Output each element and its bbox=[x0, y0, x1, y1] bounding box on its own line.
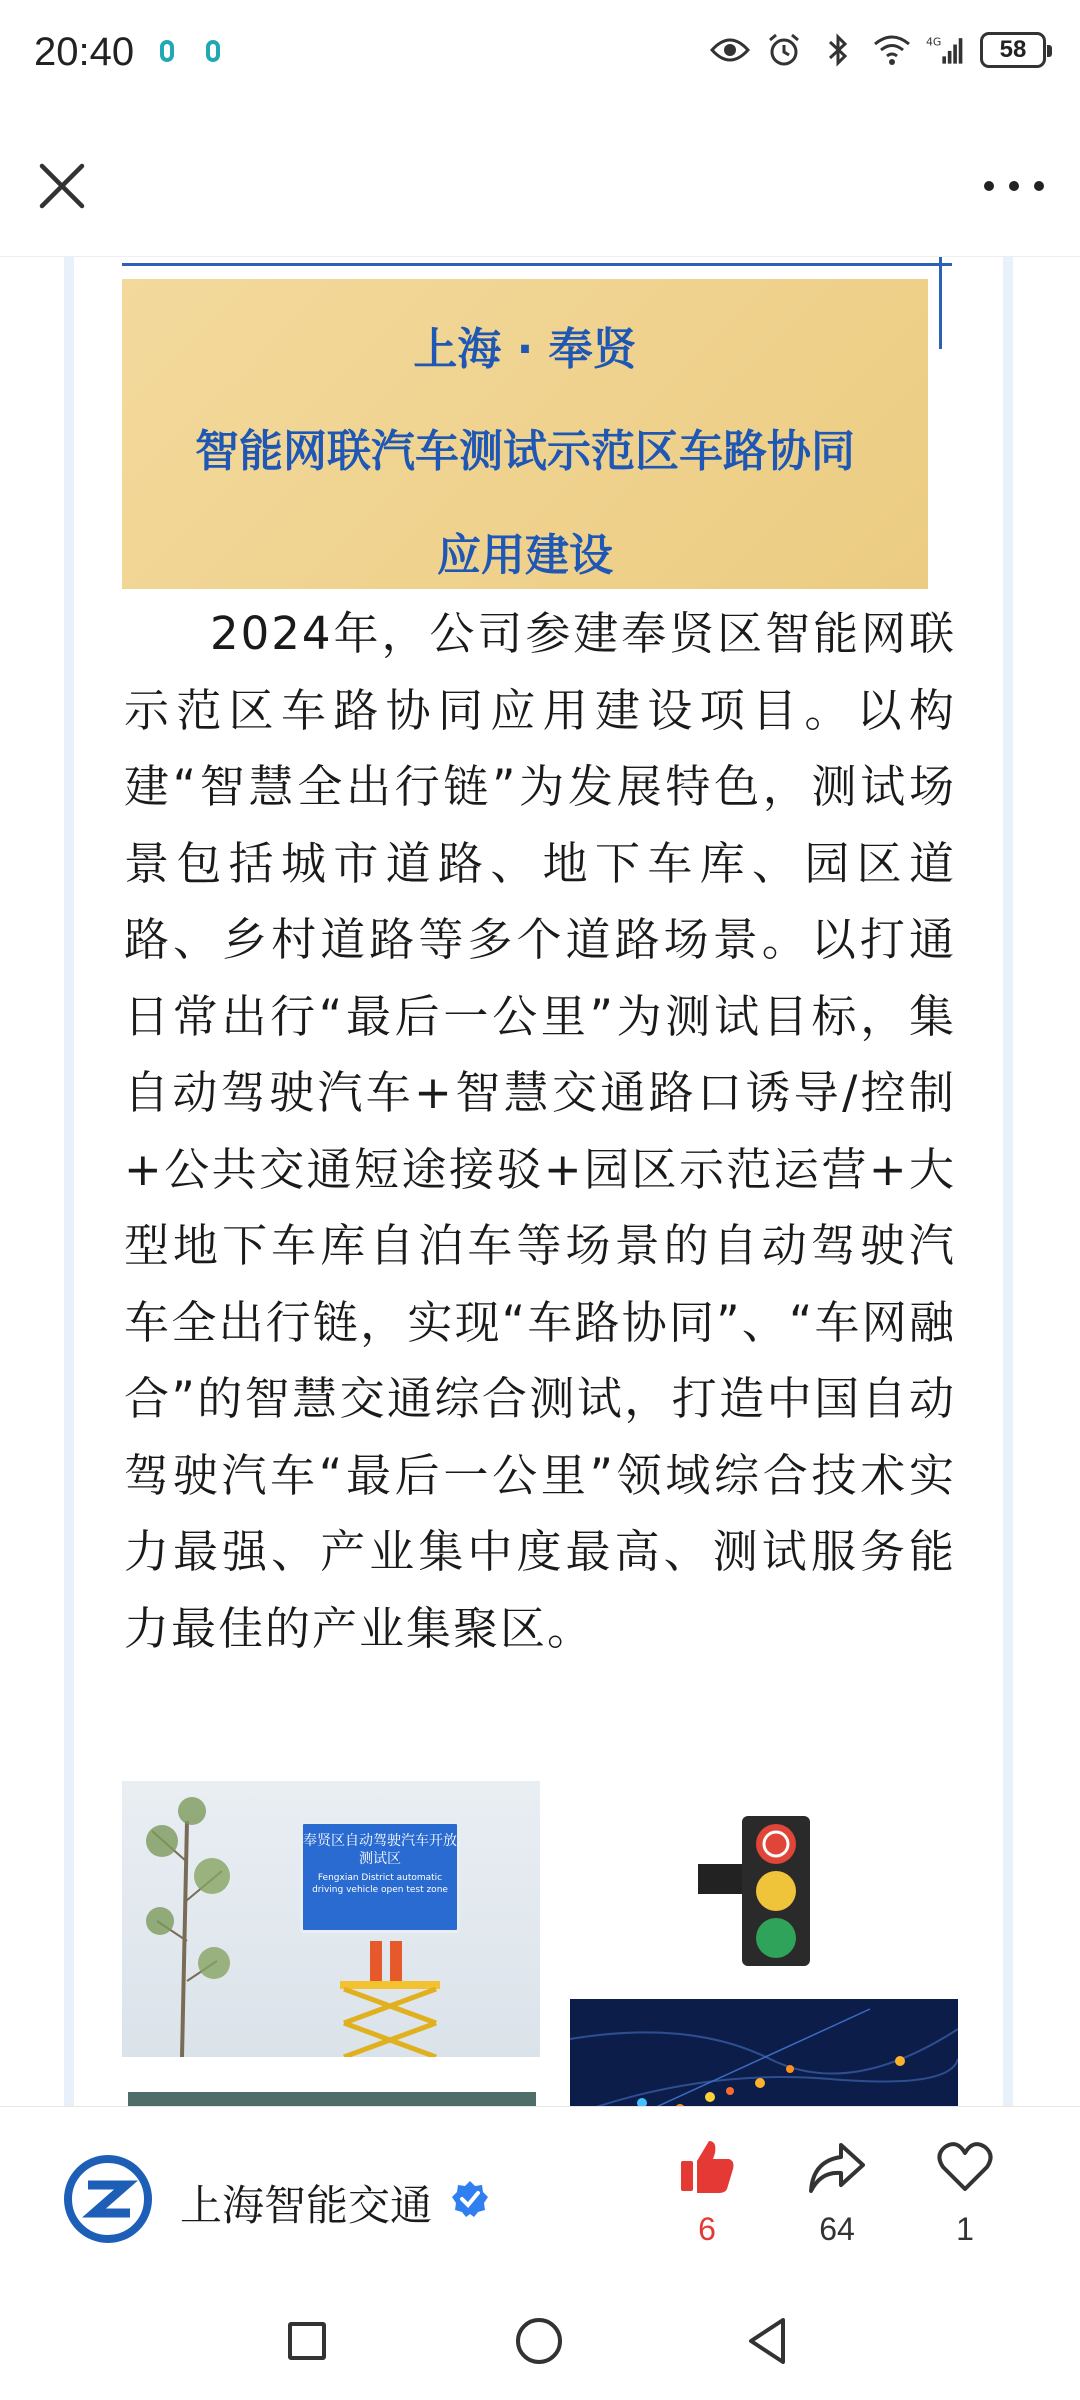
bluetooth-icon bbox=[818, 30, 858, 70]
section-banner bbox=[122, 279, 928, 589]
sign-text: 奉贤区自动驾驶汽车开放测试区 bbox=[303, 1833, 457, 1867]
map-graphic bbox=[570, 1999, 958, 2106]
wifi-icon bbox=[872, 30, 912, 70]
article-paragraph: 2024年，公司参建奉贤区智能网联示范区车路协同应用建设项目。以构建“智慧全出行链”为发展特色，测试场景包括城市道路、地下车库、园区道路、乡村道路等多个道路场景。以打通日常出行“最后一公里”为测试目标，集自动驾驶汽车+智慧交通路口诱导/控制+公共交通短途接驳+园区示范运营+大型地下车库自泊车等场景的自动驾驶汽车全出行链，实现“车路协同”、“车网融合”的智慧交通综合测试，打造中国自动驾驶汽车“最后一公里”领域综合技术实力最强、产业集中度最高、测试服务能力最佳的产业集聚区。 bbox=[124, 607, 956, 1655]
divider-line bbox=[939, 257, 942, 349]
sign-subtext: Fengxian District automatic driving vehicle open test zone bbox=[312, 1873, 448, 1895]
scissor-lift-image bbox=[330, 1941, 450, 2057]
favorite-count: 1 bbox=[956, 2211, 974, 2247]
tree-image bbox=[132, 1781, 242, 2057]
article-image-map[interactable] bbox=[570, 1999, 958, 2106]
divider-line bbox=[122, 263, 952, 266]
battery-indicator: 58 bbox=[980, 32, 1046, 68]
notification-icon bbox=[160, 40, 174, 62]
traffic-light-icon bbox=[698, 1816, 818, 1968]
notification-icon bbox=[206, 40, 220, 62]
share-count: 64 bbox=[819, 2211, 855, 2247]
account-logo[interactable] bbox=[64, 2155, 152, 2243]
favorite-button[interactable] bbox=[920, 2137, 1010, 2248]
signal-icon bbox=[926, 30, 966, 70]
home-button[interactable] bbox=[516, 2318, 562, 2364]
account-name[interactable]: 上海智能交通 bbox=[180, 2181, 433, 2230]
share-arrow-icon bbox=[807, 2137, 867, 2197]
bottom-action-bar bbox=[0, 2106, 1080, 2279]
article-image-sign[interactable] bbox=[122, 1781, 540, 2057]
banner-subtitle: 应用建设 bbox=[437, 530, 613, 581]
more-dot-icon bbox=[1009, 181, 1019, 191]
article-frame-right bbox=[1003, 257, 1013, 2106]
article-content[interactable] bbox=[0, 257, 1080, 2106]
like-button[interactable] bbox=[662, 2137, 752, 2248]
status-bar bbox=[0, 0, 1080, 116]
article-image-partial[interactable] bbox=[128, 2092, 536, 2106]
like-count: 6 bbox=[698, 2211, 716, 2247]
more-dot-icon bbox=[1034, 181, 1044, 191]
verified-badge-icon bbox=[450, 2179, 490, 2219]
status-time: 20:40 bbox=[34, 30, 135, 74]
eye-icon bbox=[710, 30, 750, 70]
banner-title: 智能网联汽车测试示范区车路协同 bbox=[195, 426, 855, 477]
back-button[interactable] bbox=[745, 2316, 789, 2366]
close-icon bbox=[36, 160, 88, 212]
system-nav-bar bbox=[0, 2278, 1080, 2400]
top-bar bbox=[0, 116, 1080, 257]
more-dot-icon bbox=[984, 181, 994, 191]
road-sign bbox=[300, 1821, 460, 1933]
heart-icon bbox=[935, 2137, 995, 2197]
share-button[interactable] bbox=[792, 2137, 882, 2248]
article-frame-left bbox=[64, 257, 74, 2106]
svg-text:4G: 4G bbox=[926, 35, 942, 49]
more-options-button[interactable] bbox=[984, 168, 1044, 204]
banner-location: 上海 · 奉贤 bbox=[413, 324, 637, 375]
thumbs-up-icon bbox=[677, 2137, 737, 2197]
alarm-icon bbox=[764, 30, 804, 70]
recents-button[interactable] bbox=[288, 2322, 326, 2360]
close-button[interactable] bbox=[36, 160, 88, 212]
